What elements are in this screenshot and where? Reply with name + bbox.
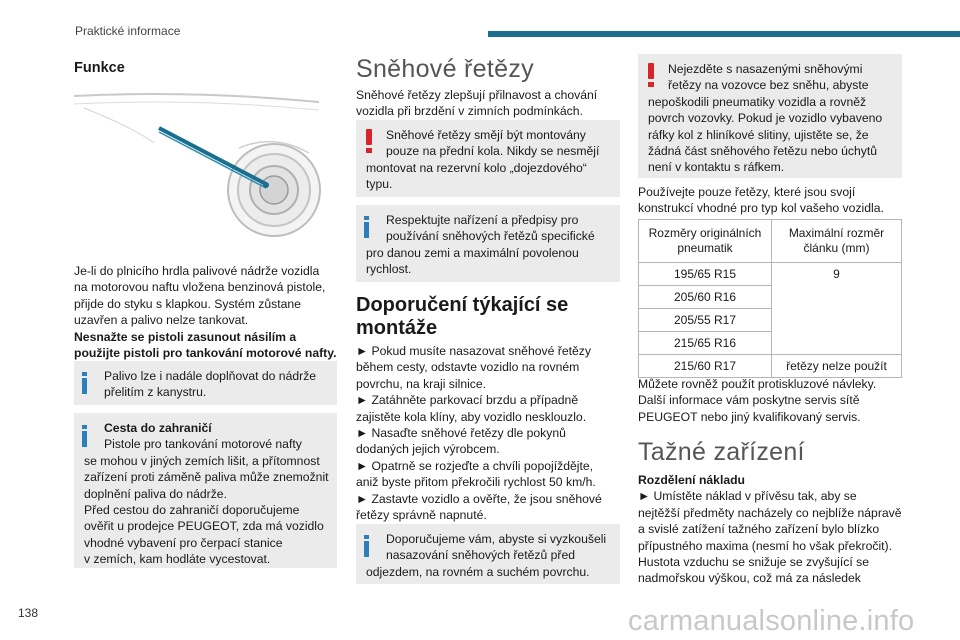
snow-chains-intro: Sněhové řetězy zlepšují přilnavost a chování vozidla při brzdění v zimních podmínkách. bbox=[356, 88, 598, 119]
table-header-cell: Maximální rozměr článku (mm) bbox=[772, 220, 902, 263]
info-icon bbox=[364, 216, 369, 238]
info-note-regulations: Respektujte nařízení a předpisy pro používání sněhových řetězů specifické pro danou zemi a maximální povolenou rychlost. bbox=[356, 205, 620, 282]
info-icon bbox=[82, 372, 87, 394]
table-row: 205/55 R17 bbox=[639, 309, 902, 332]
info-note-practice: Doporučujeme vám, abyste si vyzkoušeli nasazování sněhových řetězů před odjezdem, na rovném a suchém povrchu. bbox=[356, 524, 620, 584]
watermark: carmanualsonline.info bbox=[628, 605, 915, 637]
table-header-cell: Rozměry originálních pneumatik bbox=[639, 220, 772, 263]
chain-size-table bbox=[638, 219, 902, 378]
snow-chains-heading: Sněhové řetězy bbox=[356, 55, 534, 83]
table-row: 215/65 R16 bbox=[639, 332, 902, 355]
info-icon bbox=[364, 535, 369, 557]
mounting-steps: ► Pokud musíte nasazovat sněhové řetězy během cesty, odstavte vozidlo na rovném povrchu, na kraji silnice. ► Zatáhněte parkovací brzdu a případně zajistěte kola klíny, aby vozidlo nesklouzlo. ► Nasaďte sněhové řetězy dle pokynů dodaných jejich výrobcem. ► Opatrně se rozjeďte a chvíli popojíždějte, aniž byste přitom překročili rychlost 50 km/h. ► Zastavte vozidlo a ověřte, že jsou sněhové řetězy správně napnuté. bbox=[356, 344, 602, 523]
page-number: 138 bbox=[18, 606, 39, 620]
info-icon bbox=[82, 425, 87, 459]
chains-usage-text: Používejte pouze řetězy, které jsou svojí konstrukcí vhodné pro typ kol vašeho vozidla. bbox=[638, 185, 884, 216]
table-header-row bbox=[639, 220, 902, 263]
mounting-heading: Doporučení týkající se montáže bbox=[356, 294, 569, 339]
running-header: Praktické informace bbox=[75, 24, 181, 38]
warning-icon bbox=[366, 129, 372, 153]
after-table-text: Můžete rovněž použít protiskluzové návleky. Další informace vám poskytne servis sítě PEUGEOT nebo jiný kvalifikovaný servis. bbox=[638, 377, 877, 424]
table-row: 205/60 R16 bbox=[639, 286, 902, 309]
header-accent-bar bbox=[488, 31, 960, 37]
info-note-kanystr: Palivo lze i nadále doplňovat do nádrže přelitím z kanystru. bbox=[74, 361, 337, 405]
fuel-filler-illustration bbox=[74, 88, 324, 238]
info-note-abroad: Cesta do zahraničí Pistole pro tankování motorové nafty se mohou v jiných zemích lišit, a přítomnost zařízení proti záměně paliva může znemožnit doplnění paliva do nádrže. Před cestou do zahraničí doporučujeme ověřit u prodejce PEUGEOT, zda má vozidlo vhodné vybavení pro čerpací stanice v zemích, kam hodláte vycestovat. bbox=[74, 413, 337, 568]
funkce-body: Je-li do plnicího hrdla palivové nádrže vozidla na motorovou naftu vložena benzinová pistole, přijde do styku s klapkou. Systém zůstane uzavřen a palivo nelze tankovat. Nesnažte se pistoli zasunout násilím a použijte pistoli pro tankování motorové nafty. bbox=[74, 264, 337, 361]
warning-icon bbox=[648, 63, 654, 87]
warning-note-no-snow: Nejezděte s nasazenými sněhovými řetězy na vozovce bez sněhu, abyste nepoškodili pneumatiky vozidla a rovněž povrch vozovky. Pokud je vozidlo vybaveno ráfky kol z hliníkové slitiny, ujistěte se, že žádná část sněhového řetězu nebo úchytů není v kontaktu s ráfkem. bbox=[638, 54, 902, 178]
warning-note-front-wheels: Sněhové řetězy smějí být montovány pouze na přední kola. Nikdy se nesmějí montovat na rezervní kolo „dojezdového“ typu. bbox=[356, 120, 620, 197]
towbar-heading: Tažné zařízení bbox=[638, 438, 805, 466]
load-distribution: Rozdělení nákladu ► Umístěte náklad v přívěsu tak, aby se nejtěžší předměty nacházely co nejblíže nápravě a svislé zatížení tažného zařízení bylo blízko přípustného maxima (nesmí ho však překročit). Hustota vzduchu se snižuje se zvyšující se nadmořskou výškou, což má za následek bbox=[638, 473, 902, 586]
table-row: 215/60 R17 řetězy nelze použít bbox=[639, 355, 902, 378]
funkce-heading: Funkce bbox=[74, 60, 125, 76]
table-row: 195/65 R15 9 bbox=[639, 263, 902, 286]
